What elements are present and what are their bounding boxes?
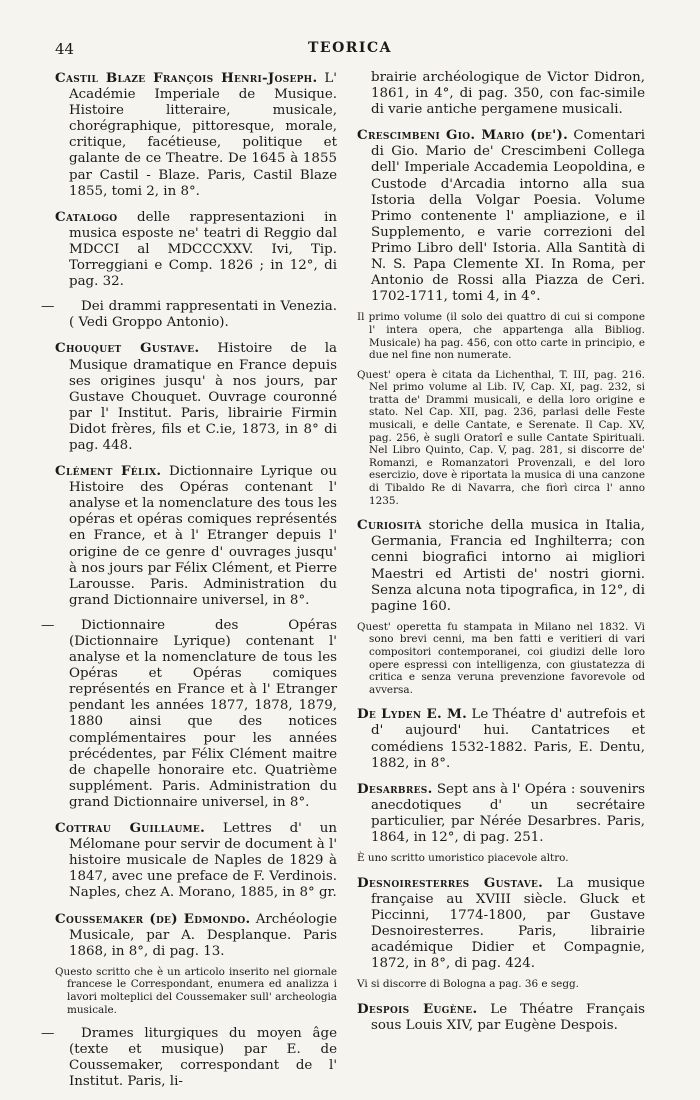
entry-author: Clément Félix. xyxy=(55,463,162,480)
bibliography-entry xyxy=(55,820,337,901)
sub-entry xyxy=(41,617,337,811)
footnote xyxy=(357,852,645,865)
bibliography-entry xyxy=(55,70,337,200)
page-header xyxy=(55,40,645,68)
entry-text: Dei drammi rappresentati in Venezia. ( Vedi Groppo Antonio). xyxy=(69,299,337,331)
entry-author: Crescimbeni Gio. Mario (de'). xyxy=(357,127,569,144)
entry-author: Castil Blaze François Henri-Joseph. xyxy=(55,70,318,86)
entry-text: L' Académie Imperiale de Musique. Histoire litteraire, musicale, chorégraphique, pittoresque, morale, critique, facétieuse, politique et galante de ce Theatre. De 1645 à 1855 par Castil - Blaze. Paris, Castil Blaze 1855, tomi 2, in 8°. xyxy=(69,71,337,199)
bibliography-entry xyxy=(55,463,337,609)
entry-text: delle rappresentazioni in musica esposte ne' teatri di Reggio dal MDCCI al MDCCCXXV. Ivi, Tip. Torreggiani e Comp. 1826 ; in 12°, di pag. 32. xyxy=(69,209,337,290)
entry-text: Dictionnaire Lyrique ou Histoire des Opéras contenant l' analyse et la nomenclature des tous les opéras et opéras comiques représentés en France, et à l' Etranger depuis l' origine de ce genre d' ouvrages jusqu' à nos jours par Félix Clément, et Pierre Larousse. Paris. Administration du grand Dictionnaire universel, in 8°. xyxy=(69,464,337,608)
dash-mark: — xyxy=(41,617,55,633)
left-column xyxy=(41,70,337,1100)
footnote xyxy=(357,621,645,697)
right-column xyxy=(357,70,645,1043)
dash-mark: — xyxy=(41,1026,55,1042)
sub-entry xyxy=(41,299,337,331)
entry-text: Comentari di Gio. Mario de' Crescimbeni Collega dell' Imperiale Accademia Leopoldina, e Custode d'Arcadia intorno alla sua Istoria della Volgar Poesia. Volume Primo contenente l' ampliazione, e il Supplemento, e varie correzioni del Primo Libro dell' Istoria. Alla Santità di N. S. Papa Clemente XI. In Roma, per Antonio de Rossi alla Piazza de Ceri. 1702-1711, tomi 4, in 4°. xyxy=(371,128,645,305)
bibliography-entry xyxy=(357,70,645,118)
entry-text: Dictionnaire des Opéras (Dictionnaire Lyrique) contenant l' analyse et la nomenclature de tous les Opéras et Opéras comiques représentés en France et à l' Etranger pendant les années 1877, 1878, 1879, 1880 ainsi que des notices complémentaires pour les années précédentes, par Félix Clément maitre de chapelle honoraire etc. Quatrième supplément. Paris. Administration du grand Dictionnaire universel, in 8°. xyxy=(69,617,337,810)
bibliography-entry xyxy=(357,517,645,615)
entry-author: Chouquet Gustave. xyxy=(55,340,200,357)
dash-mark: — xyxy=(41,299,55,315)
bibliography-entry xyxy=(55,340,337,454)
bibliography-entry xyxy=(55,911,337,960)
bibliography-entry xyxy=(357,1001,645,1034)
entry-text: storiche della musica in Italia, Germania, Francia ed Inghilterra; con cenni biografici intorno ai migliori Maestri ed Artisti de' nostri giorni. Senza alcuna nota tipografica, in 12°, di pagine 160. xyxy=(371,518,645,614)
entry-author: De Lyden E. M. xyxy=(357,706,468,723)
footnote xyxy=(357,311,645,361)
note-text: È uno scritto umoristico piacevole altro. xyxy=(357,852,569,865)
entry-author: Coussemaker (de) Edmondo. xyxy=(55,910,251,927)
note-text: Il primo volume (il solo dei quattro di cui si compone l' intera opera, che appartenga alla Bibliog. Musicale) ha pag. 456, con otto carte in principio, e due nel fine non numerate. xyxy=(357,311,645,362)
entry-text: Le Théatre Français sous Louis XIV, par Eugène Despois. xyxy=(371,1001,645,1033)
footnote xyxy=(55,966,337,1016)
running-title: TEORICA xyxy=(308,40,392,56)
entry-text: Histoire de la Musique dramatique en France depuis ses origines jusqu' à nos jours, par Gustave Chouquet. Ouvrage couronné par l' Institut. Paris, librairie Firmin Didot frères, fils et C.ie, 1873, in 8° di pag. 448. xyxy=(69,341,337,453)
entry-author: Despois Eugène. xyxy=(357,1000,478,1017)
bibliography-entry xyxy=(55,209,337,290)
page-number: 44 xyxy=(55,40,75,58)
entry-text: Sept ans à l' Opéra : souvenirs anecdotiques d' un secrétaire particulier, par Nérée Desarbres. Paris, 1864, in 12°, di pag. 251. xyxy=(371,781,645,845)
entry-author: Catalogo xyxy=(55,208,118,225)
footnote xyxy=(357,978,645,991)
entry-text: Lettres d' un Mélomane pour servir de document à l' histoire musicale de Naples de 1829 à 1847, avec une preface de F. Verdinois. Naples, chez A. Morano, 1885, in 8° gr. xyxy=(69,821,337,901)
entry-text: brairie archéologique de Victor Didron, 1861, in 4°, di pag. 350, con fac-simile di varie antiche pergamene musicali. xyxy=(371,70,645,118)
entry-text: Drames liturgiques du moyen âge (texte et musique) par E. de Coussemaker, correspondant de l' Institut. Paris, li- xyxy=(69,1026,337,1090)
footnote xyxy=(357,369,645,508)
entry-author: Desnoiresterres Gustave. xyxy=(357,874,544,891)
entry-author: Curiosità xyxy=(357,517,422,534)
entry-text: Le Théatre d' autrefois et d' aujourd' hui. Cantatrices et comédiens 1532-1882. Paris, E. Dentu, 1882, in 8°. xyxy=(371,707,645,771)
entry-text: Archéologie Musicale, par A. Desplanque. Paris 1868, in 8°, di pag. 13. xyxy=(69,911,337,959)
entry-author: Desarbres. xyxy=(357,780,433,797)
bibliography-entry xyxy=(357,706,645,771)
bibliography-entry xyxy=(357,781,645,846)
sub-entry xyxy=(41,1026,337,1090)
entry-text: La musique française au XVIII siècle. Gluck et Piccinni, 1774-1800, par Gustave Desnoiresterres. Paris, librairie académique Didier et Compagnie, 1872, in 8°, di pag. 424. xyxy=(371,875,645,972)
bibliography-entry xyxy=(357,875,645,973)
note-text: Questo scritto che è un articolo inserito nel giornale francese le Correspondant, enumera ed analizza i lavori molteplici del Coussemaker sull' archeologia musicale. xyxy=(55,965,337,1016)
note-text: Quest' operetta fu stampata in Milano nel 1832. Vi sono brevi cenni, ma ben fatti e veritieri di vari compositori contemporanei, coi giudizi delle loro opere espressi con intelligenza, con giustatezza di critica e senza veruna prevenzione favorevole od avversa. xyxy=(357,620,645,696)
entry-author: Cottrau Guillaume. xyxy=(55,820,206,837)
note-text: Vi si discorre di Bologna a pag. 36 e segg. xyxy=(357,978,579,991)
bibliography-entry xyxy=(357,127,645,305)
note-text: Quest' opera è citata da Lichenthal, T. III, pag. 216. Nel primo volume al Lib. IV, Cap. XI, pag. 232, si tratta de' Drammi musicali, e della loro origine e stato. Nel Cap. XII, pag. 236, parlasi delle Feste musicali, e delle Cantate, e Serenate. Il Cap. XV, pag. 256, è sugli Oratorî e sulle Cantate Spirituali. Nel Libro Quinto, Cap. V, pag. 281, si discorre de' Romanzi, e Romanzatori Provenzali, e del loro esercizio, dove è riportata la musica di una canzone di Tibaldo Re di Navarra, che fiorì circa l' anno 1235. xyxy=(357,368,645,507)
